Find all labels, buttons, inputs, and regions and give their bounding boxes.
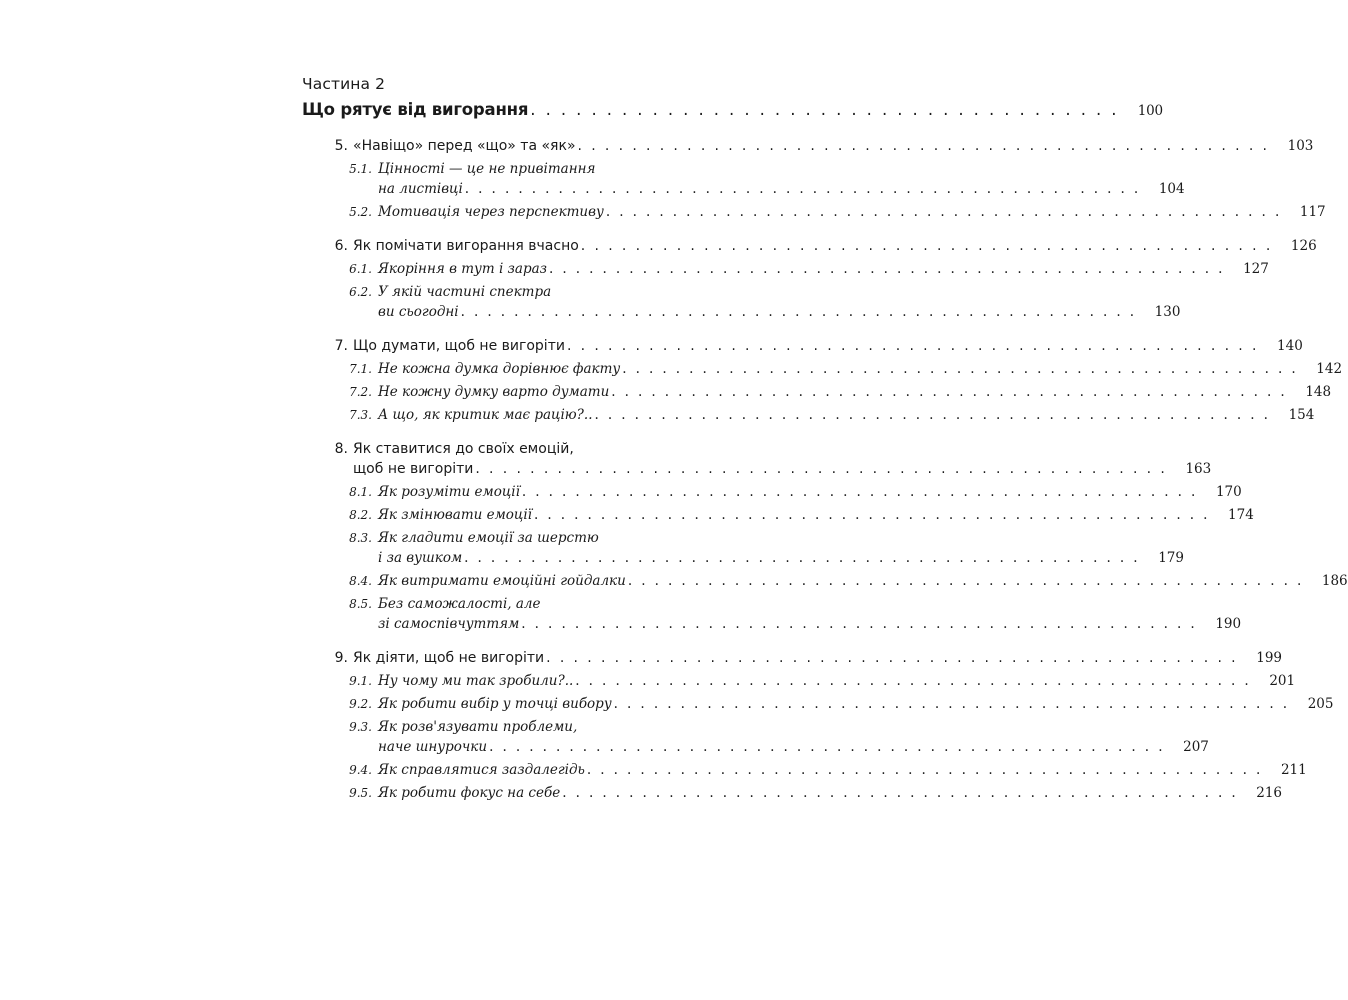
entry-title (353, 439, 1212, 479)
entry-title-last-line (378, 548, 1184, 568)
dot-leader: . . . . . . . . . . . . . . . . . . . . . . . . . . . . . . . . . . . . . . . . . . . . . . . . . . . (489, 739, 1165, 755)
entry-title-text: ви сьогодні (378, 304, 459, 320)
section-entry (302, 528, 1184, 568)
page-number: 216 (1256, 785, 1283, 801)
entry-title-last-line (378, 302, 1181, 322)
page-number: 140 (1277, 338, 1303, 354)
entry-title (378, 259, 1269, 279)
section-number: 8.4. (349, 574, 372, 588)
chapter-entry (302, 336, 1303, 356)
entry-title-last-line (378, 179, 1185, 199)
entry-title-text: Мотивація через перспективу (378, 204, 604, 220)
dot-leader: . . . . . . . . . . . . . . . . . . . . . . . . . . . . . . . . . . . . . . . . . . . . . . . . . . . (546, 650, 1239, 666)
dot-leader: . . . . . . . . . . . . . . . . . . . . . . . . . . . . . . . . . . . . . . . . . . . . . . . . . . . (622, 361, 1299, 377)
page-number: 126 (1290, 238, 1317, 254)
entry-title-text: і за вушком (378, 550, 463, 566)
page-number: 142 (1316, 361, 1343, 377)
entry-title-last-line (378, 614, 1242, 634)
entry-title-last-line (353, 648, 1283, 668)
entry-title-line: Як ставитися до своїх емоцій, (353, 441, 574, 457)
chapter-number: 8. (334, 441, 348, 457)
entry-title (378, 202, 1326, 222)
section-number: 5.2. (349, 205, 372, 219)
entry-title-line: У якій частині спектра (378, 284, 552, 300)
dot-leader: . . . . . . . . . . . . . . . . . . . . . . . . . . . . . . . . . . . . . . . . . . . . . . . . . . . (594, 407, 1271, 423)
dot-leader: . . . . . . . . . . . . . . . . . . . . . . . . . . . . . . . . . . . . . . . . . . . . . . . . . . . (577, 138, 1270, 154)
dot-leader: . . . . . . . . . . . . . . . . . . . . . . . . . . . . . . . . . . . . . . . . . . . . . . . . . . . (549, 261, 1225, 277)
entry-title (378, 671, 1296, 691)
dot-leader: . . . . . . . . . . . . . . . . . . . . . . . . . . . . . . . . . . . . . . . . . . . . . . . . . . . (627, 573, 1304, 589)
entry-title-text: Не кожну думку варто думати (378, 384, 610, 400)
page-number: 179 (1158, 550, 1184, 566)
section-entry (302, 783, 1283, 803)
entry-title-last-line (378, 359, 1343, 379)
entry-title-line: Як розв'язувати проблеми, (378, 719, 578, 735)
dot-leader: . . . . . . . . . . . . . . . . . . . . . . . . . . . . . . . . . . . . . . . . . . . . . . . . . . . (464, 550, 1140, 566)
page-number: 205 (1307, 696, 1334, 712)
chapter-group (302, 439, 1348, 634)
page-number: 186 (1321, 573, 1348, 589)
entry-title-text: наче шнурочки (378, 739, 488, 755)
entry-title (353, 336, 1303, 356)
entry-title-last-line (378, 760, 1307, 780)
chapter-entry (302, 136, 1314, 156)
entry-title-text: А що, як критик має рацію?.. (378, 407, 593, 423)
chapter-entry (302, 236, 1317, 256)
entry-title (378, 405, 1315, 425)
section-number: 8.3. (349, 531, 372, 545)
part-title-row (302, 99, 1163, 122)
entry-title-last-line (378, 202, 1326, 222)
entry-title-last-line (378, 783, 1283, 803)
page-number: 104 (1158, 181, 1185, 197)
section-number: 6.2. (349, 285, 372, 299)
entry-title-text: Як справлятися заздалегідь (378, 762, 585, 778)
chapter-number: 9. (334, 650, 348, 666)
page-number: 211 (1280, 762, 1307, 778)
section-number: 9.2. (349, 697, 372, 711)
dot-leader: . . . . . . . . . . . . . . . . . . . . . . . . . . . . . . . . . . . . . . . . . . . . . . . . . . . (575, 673, 1252, 689)
table-of-contents (302, 74, 1348, 803)
entry-title-text: зі самоспівчуттям (378, 616, 520, 632)
entry-title (378, 594, 1242, 634)
section-entry (302, 282, 1181, 322)
section-number: 8.1. (349, 485, 372, 499)
entry-title-text: «Навіщо» перед «що» та «як» (353, 138, 576, 154)
chapter-number: 5. (334, 138, 348, 154)
entry-title (353, 136, 1314, 156)
page-number: 199 (1256, 650, 1283, 666)
entry-title-text: Як змінювати емоції (378, 507, 532, 523)
entry-title-text: щоб не вигоріти (353, 461, 474, 477)
section-number: 9.4. (349, 763, 372, 777)
dot-leader: . . . . . . . . . . . . . . . . . . . . . . . . . . . . . . . . . . . . . . . . . . . . . . . . . . . (611, 384, 1288, 400)
dot-leader: . . . . . . . . . . . . . . . . . . . . . . . . . . . . . . . . . . . . . . . . . . . . . . . . . . . (613, 696, 1290, 712)
entry-title (378, 159, 1185, 199)
entry-title (378, 717, 1209, 757)
section-entry (302, 382, 1332, 402)
chapter-group (302, 648, 1334, 803)
entry-title-last-line (353, 236, 1317, 256)
section-entry (302, 694, 1334, 714)
entry-title (378, 382, 1332, 402)
entry-title-last-line (378, 737, 1209, 757)
section-number: 6.1. (349, 262, 372, 276)
entry-title-text: Як діяти, щоб не вигоріти (353, 650, 545, 666)
page-number: 201 (1269, 673, 1296, 689)
section-number: 9.1. (349, 674, 372, 688)
entry-title-text: на листівці (378, 181, 463, 197)
entry-title (353, 236, 1317, 256)
entry-title-line: Як гладити емоції за шерстю (378, 530, 599, 546)
dot-leader: . . . . . . . . . . . . . . . . . . . . . . . . . . . . . . . . . . . . . . . . . . . . . . . . . . . (586, 762, 1263, 778)
entry-title (378, 694, 1334, 714)
entry-title (378, 282, 1181, 322)
entry-title-last-line (378, 671, 1296, 691)
section-entry (302, 717, 1209, 757)
chapter-entry (302, 648, 1283, 668)
part-title: Що рятує від вигорання (302, 100, 529, 119)
entry-title-text: Як робити фокус на себе (378, 785, 561, 801)
entry-title-text: Як помічати вигорання вчасно (353, 238, 579, 254)
section-number: 7.2. (349, 385, 372, 399)
section-number: 9.5. (349, 786, 372, 800)
dot-leader: . . . . . . . . . . . . . . . . . . . . . . . . . . . . . . . . . . . . . . . . . . . . . . . . . . . (562, 785, 1239, 801)
section-number: 5.1. (349, 162, 372, 176)
page-number: 190 (1215, 616, 1242, 632)
entry-title-last-line (378, 259, 1269, 279)
entry-title-text: Ну чому ми так зробили?.. (378, 673, 574, 689)
entry-title (378, 505, 1254, 525)
dot-leader: . . . . . . . . . . . . . . . . . . . . . . . . . . . . . . . . . . . . . . . . . . . . . . . . . . . (605, 204, 1282, 220)
section-number: 8.5. (349, 597, 372, 611)
entry-title (353, 648, 1283, 668)
entry-title-text: Як робити вибір у точці вибору (378, 696, 612, 712)
entry-title-text: Що думати, щоб не вигоріти (353, 338, 565, 354)
entry-title-last-line (378, 405, 1315, 425)
dot-leader: . . . . . . . . . . . . . . . . . . . . . . . . . . . . . . . . . . . . . . . . . . . . . . . . . . . (460, 304, 1137, 320)
dot-leader: . . . . . . . . . . . . . . . . . . . . . . . . . . . . . . . . . . . . . . . . . . . . . . . . . . . (533, 507, 1210, 523)
section-number: 8.2. (349, 508, 372, 522)
entry-title-last-line (353, 336, 1303, 356)
section-entry (302, 760, 1307, 780)
section-number: 7.1. (349, 362, 372, 376)
section-entry (302, 482, 1242, 502)
section-entry (302, 571, 1348, 591)
entry-title-line: Без саможалості, але (378, 596, 541, 612)
page-number: 154 (1288, 407, 1315, 423)
entry-title (378, 571, 1348, 591)
page-number: 170 (1215, 484, 1242, 500)
entry-title (378, 528, 1184, 568)
entry-title (378, 783, 1283, 803)
entry-title-text: Не кожна думка дорівнює факту (378, 361, 621, 377)
section-entry (302, 259, 1269, 279)
dot-leader: . . . . . . . . . . . . . . . . . . . . . . . . . . . . . . . . . . . . . . . (530, 100, 1119, 119)
entry-title-last-line (378, 482, 1242, 502)
section-number: 9.3. (349, 720, 372, 734)
chapter-entry (302, 439, 1212, 479)
entry-title-last-line (378, 571, 1348, 591)
chapter-group (302, 336, 1343, 425)
section-entry (302, 405, 1315, 425)
chapter-number: 6. (334, 238, 348, 254)
part-page-number: 100 (1137, 103, 1163, 119)
page-number: 103 (1287, 138, 1314, 154)
page-number: 174 (1228, 507, 1254, 523)
entry-title (378, 760, 1307, 780)
dot-leader: . . . . . . . . . . . . . . . . . . . . . . . . . . . . . . . . . . . . . . . . . . . . . . . . . . . (566, 338, 1259, 354)
entry-title-last-line (378, 382, 1332, 402)
page-number: 127 (1243, 261, 1269, 277)
chapter-number: 7. (334, 338, 348, 354)
page-number: 163 (1185, 461, 1212, 477)
entry-title-text: Як витримати емоційні гойдалки (378, 573, 626, 589)
page-number: 148 (1305, 384, 1332, 400)
section-entry (302, 594, 1242, 634)
dot-leader: . . . . . . . . . . . . . . . . . . . . . . . . . . . . . . . . . . . . . . . . . . . . . . . . . . . (521, 484, 1198, 500)
entry-title-text: Як розуміти емоції (378, 484, 520, 500)
dot-leader: . . . . . . . . . . . . . . . . . . . . . . . . . . . . . . . . . . . . . . . . . . . . . . . . . . . (475, 461, 1168, 477)
chapter-group (302, 136, 1326, 222)
section-entry (302, 505, 1254, 525)
section-entry (302, 202, 1326, 222)
dot-leader: . . . . . . . . . . . . . . . . . . . . . . . . . . . . . . . . . . . . . . . . . . . . . . . . . . . (580, 238, 1273, 254)
page-number: 207 (1183, 739, 1209, 755)
part-label: Частина 2 (302, 75, 386, 93)
entry-title-text: Якоріння в тут і зараз (378, 261, 548, 277)
entry-title-line: Цінності — це не привітання (378, 161, 596, 177)
entry-title-last-line (353, 136, 1314, 156)
page-number: 117 (1299, 204, 1326, 220)
section-entry (302, 359, 1343, 379)
entry-title-last-line (378, 505, 1254, 525)
dot-leader: . . . . . . . . . . . . . . . . . . . . . . . . . . . . . . . . . . . . . . . . . . . . . . . . . . . (464, 181, 1141, 197)
entry-title (378, 482, 1242, 502)
chapter-group (302, 236, 1317, 322)
section-entry (302, 159, 1185, 199)
dot-leader: . . . . . . . . . . . . . . . . . . . . . . . . . . . . . . . . . . . . . . . . . . . . . . . . . . . (521, 616, 1198, 632)
chapter-list (302, 136, 1348, 803)
entry-title-last-line (378, 694, 1334, 714)
section-entry (302, 671, 1296, 691)
section-number: 7.3. (349, 408, 372, 422)
page-number: 130 (1154, 304, 1181, 320)
entry-title-last-line (353, 459, 1212, 479)
entry-title (378, 359, 1343, 379)
